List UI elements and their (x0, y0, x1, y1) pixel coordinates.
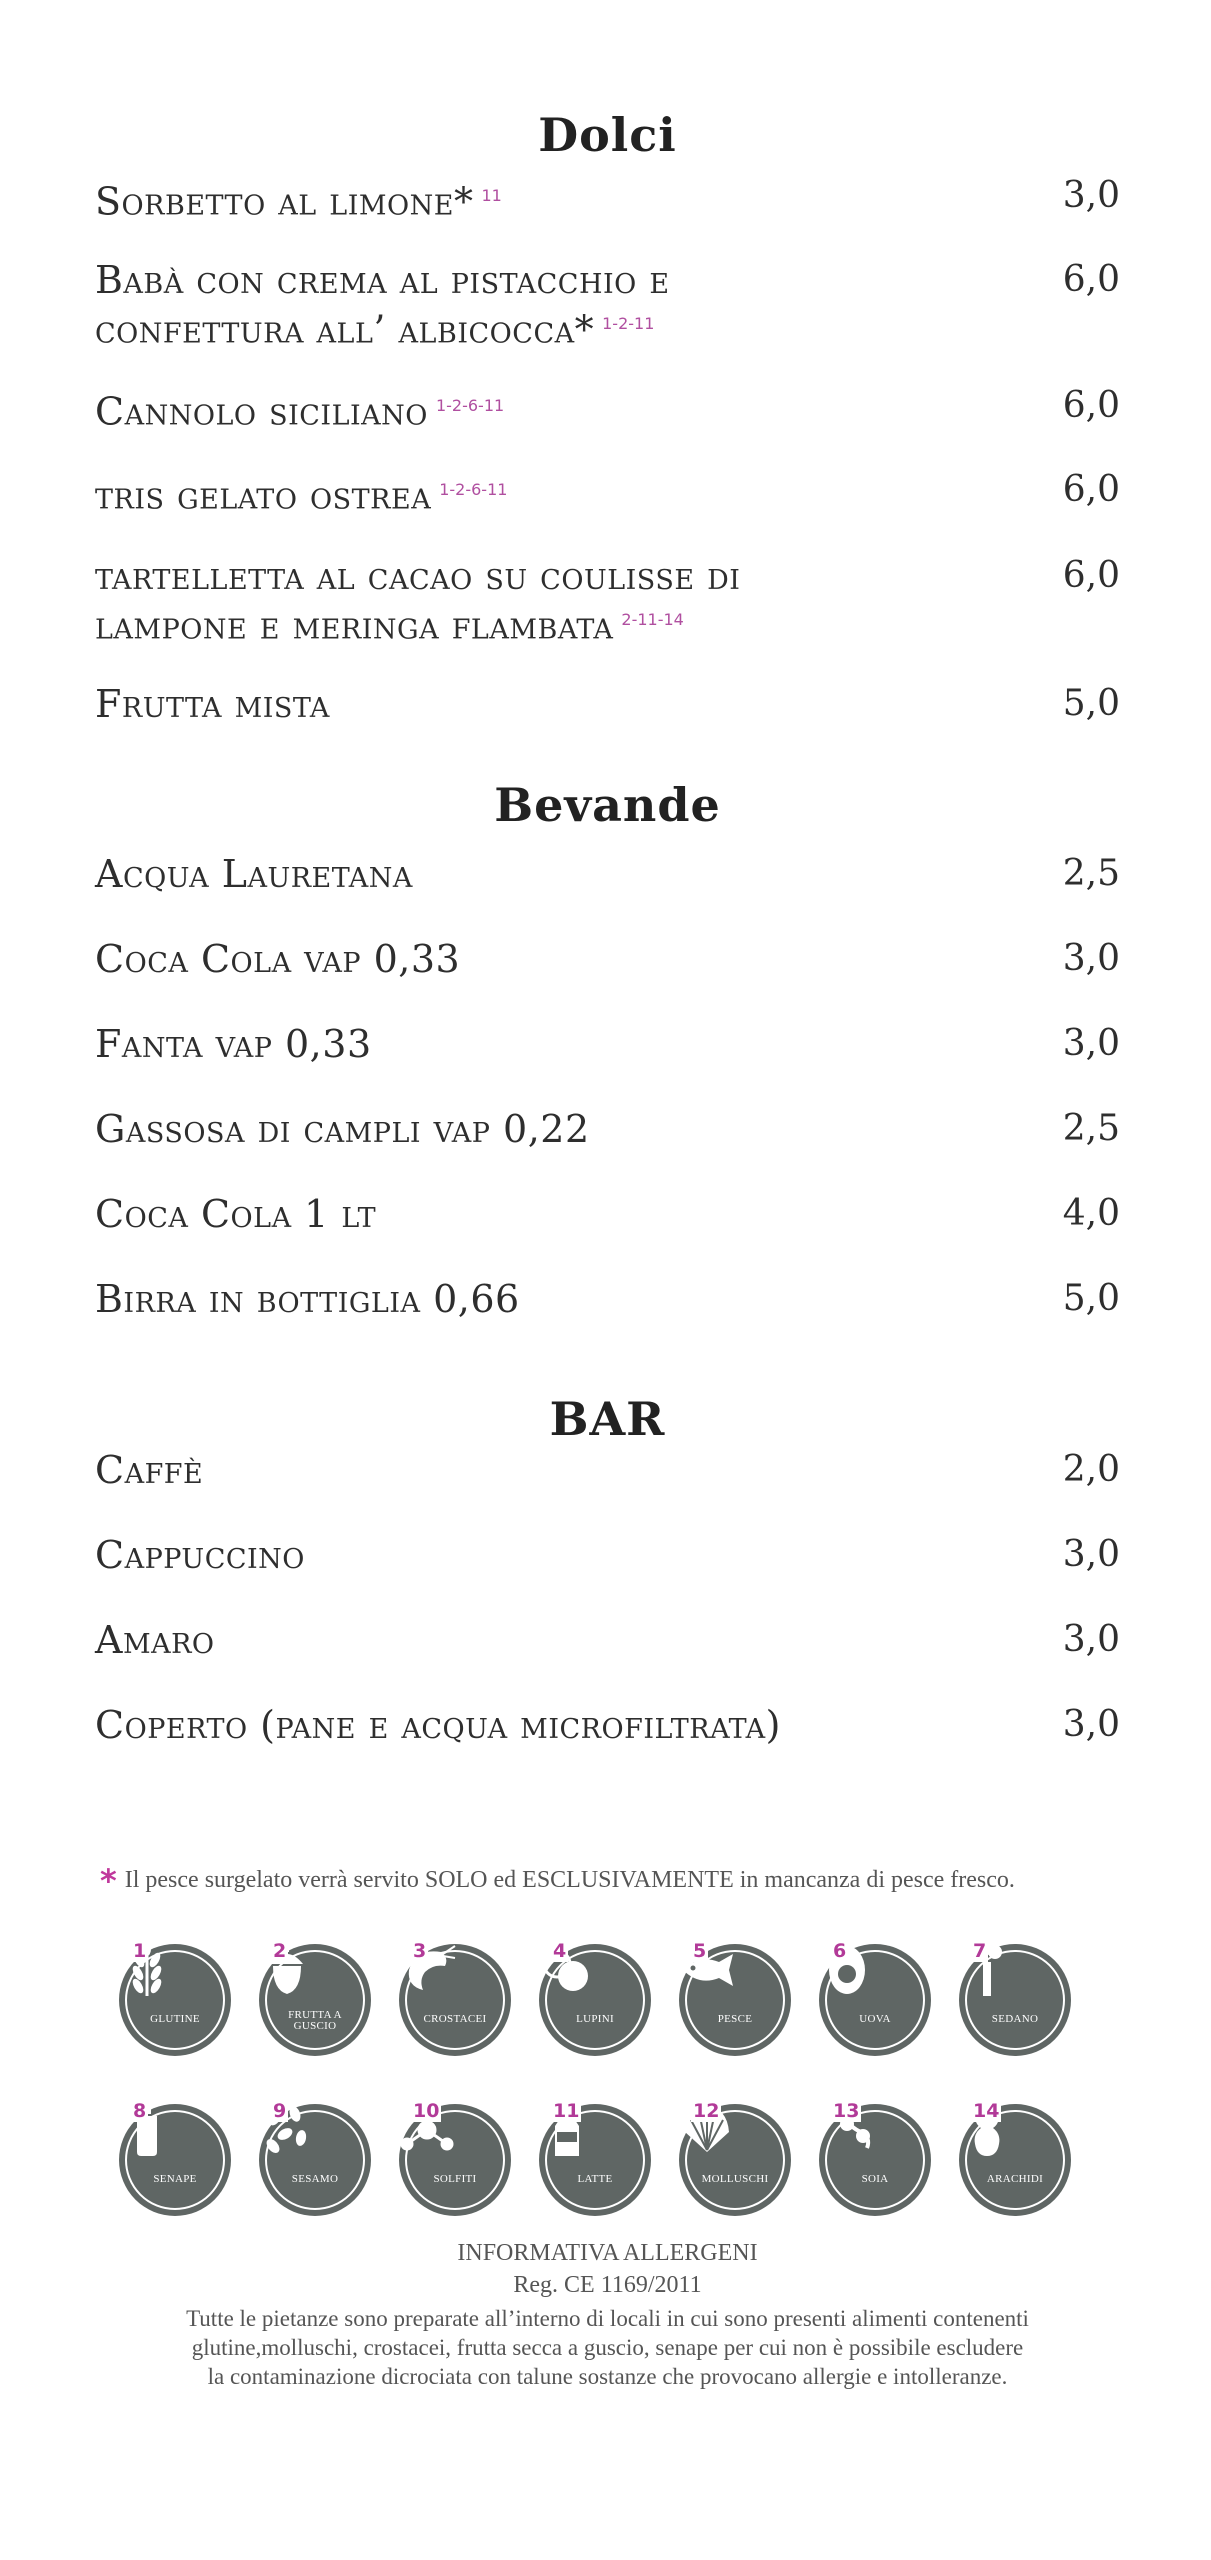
item-price: 2,5 (1062, 853, 1120, 894)
item-price: 2,5 (1062, 1108, 1120, 1149)
allergen-badge (397, 2102, 513, 2218)
item-price: 4,0 (1062, 1193, 1120, 1234)
allergen-number: 5 (693, 1940, 707, 1962)
item-name: Cappuccino (95, 1533, 305, 1577)
item-price: 6,0 (1062, 469, 1120, 510)
item-price: 2,0 (1062, 1449, 1120, 1490)
asterisk-icon: * (100, 1862, 117, 1900)
allergen-label: UOVA (859, 2013, 891, 2025)
allergen-badge (957, 2102, 1073, 2218)
allergen-regulation: Reg. CE 1169/2011 (513, 2272, 702, 2298)
allergen-ref: 1-2-11 (602, 314, 655, 333)
allergen-badge (957, 1942, 1073, 2058)
item-name: Cannolo siciliano $^{1-2-6-11}$ (95, 389, 505, 434)
section-title-bar: BAR (549, 1392, 666, 1446)
allergen-badge (397, 1942, 513, 2058)
allergen-label: LATTE (577, 2173, 613, 2185)
item-price: 6,0 (1062, 555, 1120, 596)
allergen-badge (677, 1942, 793, 2058)
allergen-number: 6 (833, 1940, 847, 1962)
section-title-dolci: Dolci (538, 108, 677, 162)
allergen-number: 1 (133, 1940, 147, 1962)
allergen-number: 10 (413, 2100, 440, 2122)
allergen-label: SESAMO (291, 2173, 339, 2185)
item-name: Coca Cola 1 lt (95, 1192, 377, 1236)
section-title-bevande: Bevande (494, 778, 721, 832)
allergen-ref: 1-2-6-11 (439, 480, 508, 499)
allergen-row-2 (117, 2102, 1077, 2218)
allergen-ref: 2-11-14 (621, 610, 684, 629)
allergen-badge (257, 1942, 373, 2058)
allergen-badge (537, 1942, 653, 2058)
allergen-number: 7 (973, 1940, 987, 1962)
allergen-badge (117, 1942, 233, 2058)
item-name: Acqua Lauretana (95, 852, 413, 896)
allergen-label: PESCE (717, 2013, 753, 2025)
allergen-label: SOIA (861, 2173, 889, 2185)
frozen-fish-note (100, 1862, 1120, 1900)
allergen-label: SOLFITI (433, 2173, 477, 2185)
allergen-number: 13 (833, 2100, 860, 2122)
allergen-info-title: INFORMATIVA ALLERGENI (457, 2240, 758, 2266)
note-text: Il pesce surgelato verrà servito SOLO ed ESCLUSIVAMENTE in mancanza di pesce fresco. (124, 1867, 1015, 1893)
allergen-row-1 (117, 1942, 1077, 2058)
item-price: 3,0 (1062, 1534, 1120, 1575)
allergen-badge (817, 2102, 933, 2218)
item-price: 3,0 (1062, 1704, 1120, 1745)
item-name: Caffè (95, 1448, 204, 1492)
item-price: 6,0 (1062, 259, 1120, 300)
item-price: 3,0 (1062, 175, 1120, 216)
item-price: 3,0 (1062, 938, 1120, 979)
allergen-number: 4 (553, 1940, 567, 1962)
allergen-info-body: Tutte le pietanze sono preparate all’interno di locali in cui sono presenti alimenti contenenti glutine,molluschi, crostacei, frutta secca a guscio, senape per cui non è possibile escludere la contaminazione dicrociata con talune sostanze che provocano allergie e intolleranze. (186, 2306, 1029, 2389)
allergen-label: CROSTACEI (423, 2013, 487, 2025)
item-name: Frutta mista (95, 682, 330, 726)
item-price: 6,0 (1062, 385, 1120, 426)
item-price: 5,0 (1062, 683, 1120, 724)
item-name: Sorbetto al limone* $^{11}$ (95, 179, 502, 224)
allergen-badge (677, 2102, 793, 2218)
item-name: Coperto (pane e acqua microfiltrata) (95, 1703, 781, 1747)
allergen-badge (817, 1942, 933, 2058)
allergen-label: ARACHIDI (986, 2173, 1044, 2185)
allergen-number: 3 (413, 1940, 427, 1962)
item-name: Amaro (95, 1618, 215, 1662)
allergen-number: 12 (693, 2100, 720, 2122)
item-name: tartelletta al cacao su coulisse di lampone e meringa flambata $^{2-11-14}$ (95, 554, 741, 648)
allergen-number: 14 (973, 2100, 1000, 2122)
allergen-ref: 11 (481, 186, 502, 205)
allergen-number: 9 (273, 2100, 287, 2122)
allergen-label: SEDANO (991, 2013, 1039, 2025)
allergen-label: MOLLUSCHI (701, 2173, 769, 2185)
item-name: Coca Cola vap 0,33 (95, 937, 461, 981)
allergen-number: 8 (133, 2100, 147, 2122)
allergen-label: SENAPE (153, 2173, 197, 2185)
item-name: Babà con crema al pistacchio e confettura all’ albicocca* $^{1-2-11}$ (95, 258, 670, 352)
allergen-number: 2 (273, 1940, 287, 1962)
item-price: 3,0 (1062, 1619, 1120, 1660)
allergen-label: LUPINI (576, 2013, 614, 2025)
item-price: 5,0 (1062, 1278, 1120, 1319)
item-name: Birra in bottiglia 0,66 (95, 1277, 520, 1321)
allergen-ref: 1-2-6-11 (435, 396, 505, 415)
item-name: Fanta vap 0,33 (95, 1022, 372, 1066)
allergen-label: FRUTTA A GUSCIO (288, 2009, 342, 2032)
allergen-number: 11 (553, 2100, 580, 2122)
allergen-badge (117, 2102, 233, 2218)
item-price: 3,0 (1062, 1023, 1120, 1064)
allergen-badge (257, 2102, 373, 2218)
item-name: tris gelato ostrea $^{1-2-6-11}$ (95, 473, 508, 518)
allergen-label: GLUTINE (150, 2013, 200, 2025)
allergen-badge (537, 2102, 653, 2218)
item-name: Gassosa di campli vap 0,22 (95, 1107, 590, 1151)
